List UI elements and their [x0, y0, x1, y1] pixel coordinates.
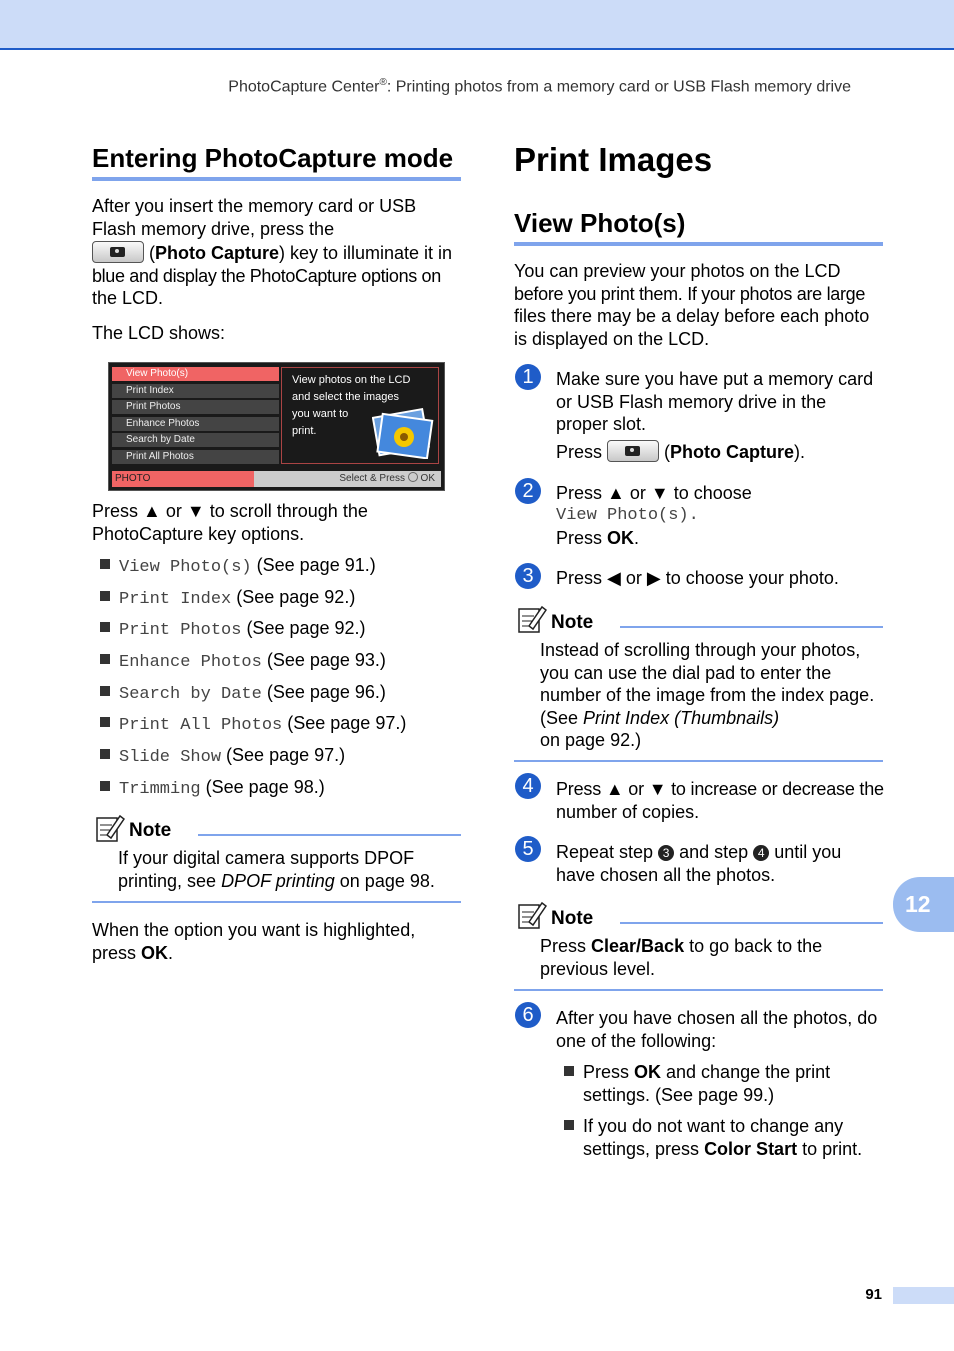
- note-pencil-icon: [517, 900, 547, 930]
- left-arrow-icon: ◀: [607, 568, 621, 588]
- lcd-menu-item: View Photo(s): [112, 367, 279, 381]
- step-4-text: Press ▲ or ▼ to increase or decrease the number of copies.: [556, 779, 884, 822]
- lcd-menu-item: Print All Photos: [112, 450, 279, 464]
- note-pencil-icon: [95, 813, 125, 843]
- lcd-description: View photos on the LCD and select the images you want to print.: [281, 367, 439, 464]
- step-number-1: 1: [515, 364, 541, 390]
- lcd-menu-item: Enhance Photos: [112, 417, 279, 431]
- step-number-6: 6: [515, 1002, 541, 1028]
- lcd-menu-item: Print Index: [112, 384, 279, 398]
- subsection-rule: [514, 242, 883, 246]
- right-arrow-icon: ▶: [646, 568, 661, 588]
- note-bottom-rule: [92, 901, 461, 903]
- header-band: [0, 0, 954, 50]
- note-label: Note: [551, 612, 594, 633]
- step-number-5: 5: [515, 836, 541, 862]
- option-slide-show: Slide Show (See page 97.): [100, 745, 345, 767]
- step-6-option-color-start: If you do not want to change any settings, press Color Start to print.: [564, 1115, 862, 1160]
- down-arrow-icon: ▼: [186, 501, 205, 521]
- note-bottom-rule: [514, 989, 883, 991]
- step-3-text: Press ◀ or ▶ to choose your photo.: [556, 568, 839, 588]
- chapter-tab: 12: [893, 877, 954, 932]
- view-intro: You can preview your photos on the LCD before you print them. If your photos are large files there may be a delay before each photo is displayed on the LCD.: [514, 261, 870, 349]
- step-number-4: 4: [515, 773, 541, 799]
- step-2-text: Press ▲ or ▼ to choose View Photo(s). Press OK.: [556, 483, 752, 548]
- note-text: If your digital camera supports DPOF printing, see DPOF printing on page 98.: [118, 848, 435, 891]
- step-5-text: Repeat step 3 and step 4 until you have chosen all the photos.: [556, 842, 842, 885]
- note-pencil-icon: [517, 604, 547, 634]
- camera-icon: [625, 446, 640, 456]
- option-search-by-date: Search by Date (See page 96.): [100, 682, 386, 704]
- option-view-photos: View Photo(s) (See page 91.): [100, 555, 376, 577]
- down-arrow-icon: ▼: [650, 483, 669, 503]
- step-number-2: 2: [515, 478, 541, 504]
- camera-icon: [110, 247, 125, 257]
- ok-dial-icon: [408, 472, 418, 482]
- note-label: Note: [129, 820, 172, 841]
- up-arrow-icon: ▲: [143, 501, 161, 521]
- page-title: Print Images: [514, 141, 713, 178]
- note-1-text: Instead of scrolling through your photos, you can use the dial pad to enter the number of the image from the index page. (See Print Index (Thumbnails) on page 92.): [540, 640, 875, 750]
- step-ref-3: 3: [658, 845, 674, 861]
- lcd-screen: [108, 362, 445, 491]
- scroll-instruction: Press ▲ or ▼ to scroll through the PhotoCapture key options.: [92, 501, 368, 544]
- option-print-all-photos: Print All Photos (See page 97.): [100, 713, 406, 735]
- up-arrow-icon: ▲: [605, 779, 624, 799]
- lcd-footer: PHOTO Select & Press OK: [112, 471, 441, 487]
- running-head: PhotoCapture Center®: Printing photos from a memory card or USB Flash memory drive: [228, 77, 851, 96]
- lcd-menu-item: Print Photos: [112, 400, 279, 414]
- intro-paragraph: After you insert the memory card or USB Flash memory drive, press the (Photo Capture) key to illuminate it in blue and display the PhotoCapture options on the LCD.: [92, 196, 453, 308]
- note-top-rule: [198, 834, 461, 836]
- note-label: Note: [551, 908, 594, 929]
- note-top-rule: [620, 626, 883, 628]
- option-trimming: Trimming (See page 98.): [100, 777, 325, 799]
- photo-capture-key-icon: [607, 440, 659, 462]
- step-ref-4: 4: [753, 845, 769, 861]
- lcd-shows-label: The LCD shows:: [92, 323, 226, 343]
- step-1-text: Make sure you have put a memory card or USB Flash memory drive in the proper slot. Press (Photo Capture).: [556, 369, 874, 462]
- option-enhance-photos: Enhance Photos (See page 93.): [100, 650, 386, 672]
- lcd-menu: [112, 367, 279, 466]
- subsection-title: View Photo(s): [514, 208, 686, 238]
- photo-capture-key-icon: [92, 241, 144, 263]
- step-number-3: 3: [515, 563, 541, 589]
- section-rule: [92, 177, 461, 181]
- note-2-text: Press Clear/Back to go back to the previous level.: [540, 936, 823, 979]
- option-print-index: Print Index (See page 92.): [100, 587, 355, 609]
- outro-paragraph: When the option you want is highlighted, press OK.: [92, 920, 416, 963]
- down-arrow-icon: ▼: [648, 779, 667, 799]
- page-number: 91: [865, 1286, 882, 1303]
- section-title-entering: Entering PhotoCapture mode: [92, 143, 454, 173]
- step-6-option-ok: Press OK and change the print settings. (See page 99.): [564, 1061, 830, 1106]
- up-arrow-icon: ▲: [607, 483, 625, 503]
- option-print-photos: Print Photos (See page 92.): [100, 618, 366, 640]
- note-bottom-rule: [514, 760, 883, 762]
- lcd-menu-item: Search by Date: [112, 433, 279, 447]
- step-6-text: After you have chosen all the photos, do one of the following:: [556, 1008, 878, 1051]
- note-top-rule: [620, 922, 883, 924]
- page-number-bar: [893, 1287, 954, 1304]
- photo-thumbnail-icon: [372, 407, 434, 459]
